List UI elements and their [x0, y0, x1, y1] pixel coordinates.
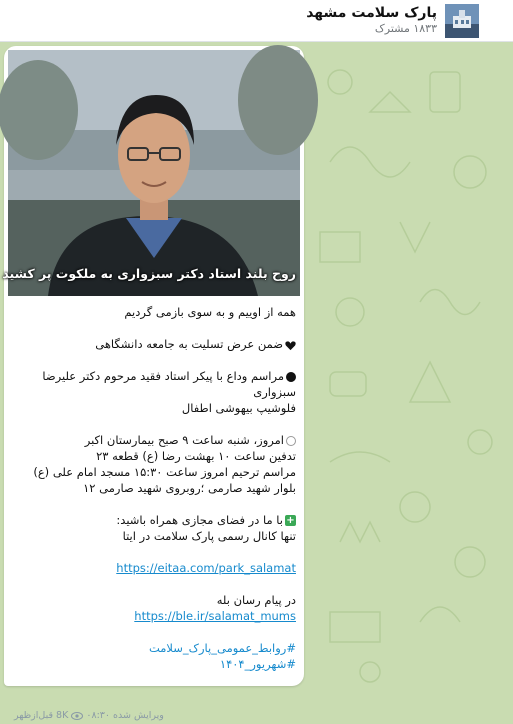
hashtag-public-relations[interactable]: #روابط_عمومی_پارک_سلامت: [148, 641, 296, 655]
text-line: در پیام رسان بله: [216, 593, 296, 607]
text-line: تدفین ساعت ۱۰ بهشت رضا (ع) قطعه ۲۳: [96, 449, 296, 463]
text-line: +با ما در فضای مجازی همراه باشید:: [116, 513, 295, 527]
message-text: [14, 304, 296, 672]
text-line: مراسم ترحیم امروز ساعت ۱۵:۳۰ مسجد امام علی (ع) بلوار شهید صارمی ؛روبروی شهید صارمی ۱۲: [33, 465, 296, 495]
photo-caption: روح بلند استاد دکتر سبزواری به ملکوت پر کشید: [2, 266, 296, 281]
channel-avatar-icon[interactable]: [445, 4, 479, 38]
text-line: امروز، شنبه ساعت ۹ صبح بیمارستان اکبر: [14, 432, 296, 448]
message-time: ۰۸:۳۰ قبل‌ازظهر: [14, 710, 110, 721]
text-line: فلوشیپ بیهوشی اطفال: [181, 401, 296, 415]
edited-label: ویرایش شده: [113, 710, 164, 721]
portrait-image: [2, 50, 300, 296]
text-line: مراسم وداع با پیکر استاد فقید مرحوم دکتر علیرضا سبزواری: [42, 369, 296, 399]
text-line: تنها کانال رسمی پارک سلامت در ایتا: [122, 529, 296, 543]
eitaa-link[interactable]: https://eitaa.com/park_salamat: [116, 561, 296, 575]
message-bubble[interactable]: [2, 46, 304, 721]
black-heart-icon: [285, 339, 296, 350]
white-circle-icon: [286, 436, 296, 446]
bale-link[interactable]: https://ble.ir/salamat_mums: [134, 609, 296, 623]
chat-header: [0, 0, 513, 42]
subscriber-count: ۱۸۳۳ مشترک: [374, 22, 437, 35]
plus-icon: +: [286, 515, 295, 526]
text-line: همه از اوییم و به سوی بازمی گردیم: [124, 305, 296, 319]
eye-icon: [71, 712, 83, 720]
channel-title[interactable]: پارک سلامت مشهد: [306, 5, 437, 21]
message-meta: [14, 710, 164, 724]
view-count: 8K: [56, 710, 69, 721]
hashtag-shahrivar[interactable]: #شهریور_۱۴۰۴: [219, 657, 296, 671]
black-circle-icon: [286, 372, 296, 382]
text-line: ضمن عرض تسلیت به جامعه دانشگاهی: [14, 336, 296, 352]
post-photo[interactable]: [2, 50, 300, 296]
